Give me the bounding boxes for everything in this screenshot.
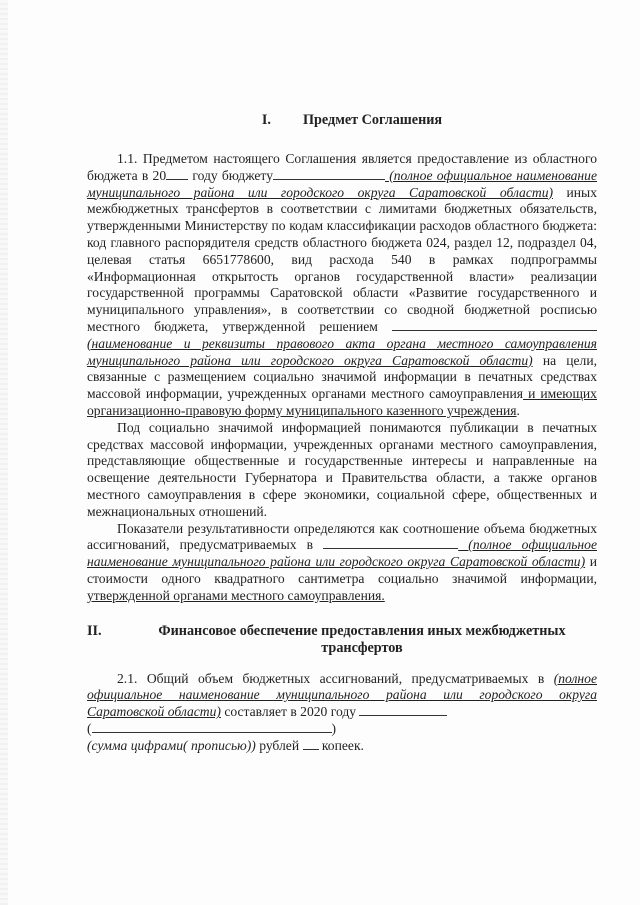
decision-blank (392, 330, 597, 331)
paragraph-2-1 (87, 671, 597, 755)
p4-paren-open: ( (87, 720, 92, 736)
kopecks-blank (303, 749, 319, 750)
p1-municipality-note: (полное официальное наименование муниципального района или городского округа Саратовской области) (87, 167, 597, 200)
p1-underlined-clause: и имеющих организационно-правовую форму муниципального казенного учреждения (87, 386, 597, 418)
paragraph-3 (87, 521, 597, 605)
amount-words-blank (92, 732, 332, 733)
section-1-title: Предмет Соглашения (302, 112, 443, 128)
p4-paren-close: ) (331, 720, 337, 736)
section-2-heading (87, 623, 597, 657)
p4-text-c: составляет в 2020 году (220, 704, 360, 720)
section-1-number: I. (261, 112, 271, 128)
p3-underlined-clause: , утвержденной органами местного самоуправления. (87, 570, 597, 603)
section-2-title: Финансовое обеспечение предоставления иных межбюджетных трансфертов (158, 622, 566, 656)
p1-text-d: иных межбюджетных трансфертов в соответствии с лимитами бюджетных обязательств, утвержденными Министерству по кодам классификации расходов областного бюджета: код главного распорядителя средств областного бюджета 024, раздел 12, подраздел 04, целевая статья 6651778600, вид расхода 540 в рамках подпрограммы «Информационная открытость органов государственной власти» реализации государственной программы Саратовской области «Развитие государственного и муниципального управления», в соответствии со сводной бюджетной росписью местного бюджета, утвержденной решением (87, 184, 597, 334)
p1-text-b: году бюджету (188, 167, 273, 183)
p1-text-a: 1.1. Предметом настоящего Соглашения является предоставление из областного бюджета в 20 (87, 151, 597, 183)
budget-blank (273, 179, 385, 180)
p3-text-a: Показатели результативности определяются как соотношение объема бюджетных ассигнований, предусматриваемых в (87, 520, 597, 553)
year-blank (166, 179, 188, 180)
p4-municipality-note: (полное официальное наименование муниципального района или городского округа Саратовской области) (87, 670, 597, 720)
paragraph-1-1 (87, 151, 597, 420)
p4-kopecks: копеек. (318, 737, 364, 753)
p3-blank (323, 548, 458, 549)
p1-text-h: . (516, 402, 520, 418)
p4-text-a: 2.1. Общий объем бюджетных ассигнований, предусматриваемых в (117, 670, 554, 686)
p1-text-f: на цели, связанные с размещением социально значимой информации в печатных средствах массовой информации, учрежденных органами местного самоуправления (87, 352, 597, 402)
document-body (87, 112, 597, 755)
p1-legal-act-note: (наименование и реквизиты правового акта органа местного самоуправления муниципального района или городского округа Саратовской области) (87, 335, 597, 368)
paragraph-2: Под социально значимой информацией понимаются публикации в печатных средствах массовой информации, учрежденных органами местного самоуправления, представляющие общественные и государственные интересы и направленные на освещение деятельности Губернатора и Правительства области, а также органов местного самоуправления в сфере экономики, социальной сфере, общественных и межнациональных отношений. (87, 419, 597, 519)
p4-rubles: рублей (255, 737, 303, 753)
section-1-heading (87, 112, 597, 129)
section-2-number: II. (87, 622, 102, 639)
amount-blank (359, 715, 447, 716)
p3-text-c: и стоимости одного квадратного сантиметра социально значимой информации (87, 554, 597, 586)
scan-edge (0, 0, 8, 905)
p4-sum-note: (сумма цифрами( прописью)) (87, 737, 256, 753)
p3-municipality-note: (полное официальное наименование муниципального района или городского округа Саратовской области) (87, 537, 598, 570)
